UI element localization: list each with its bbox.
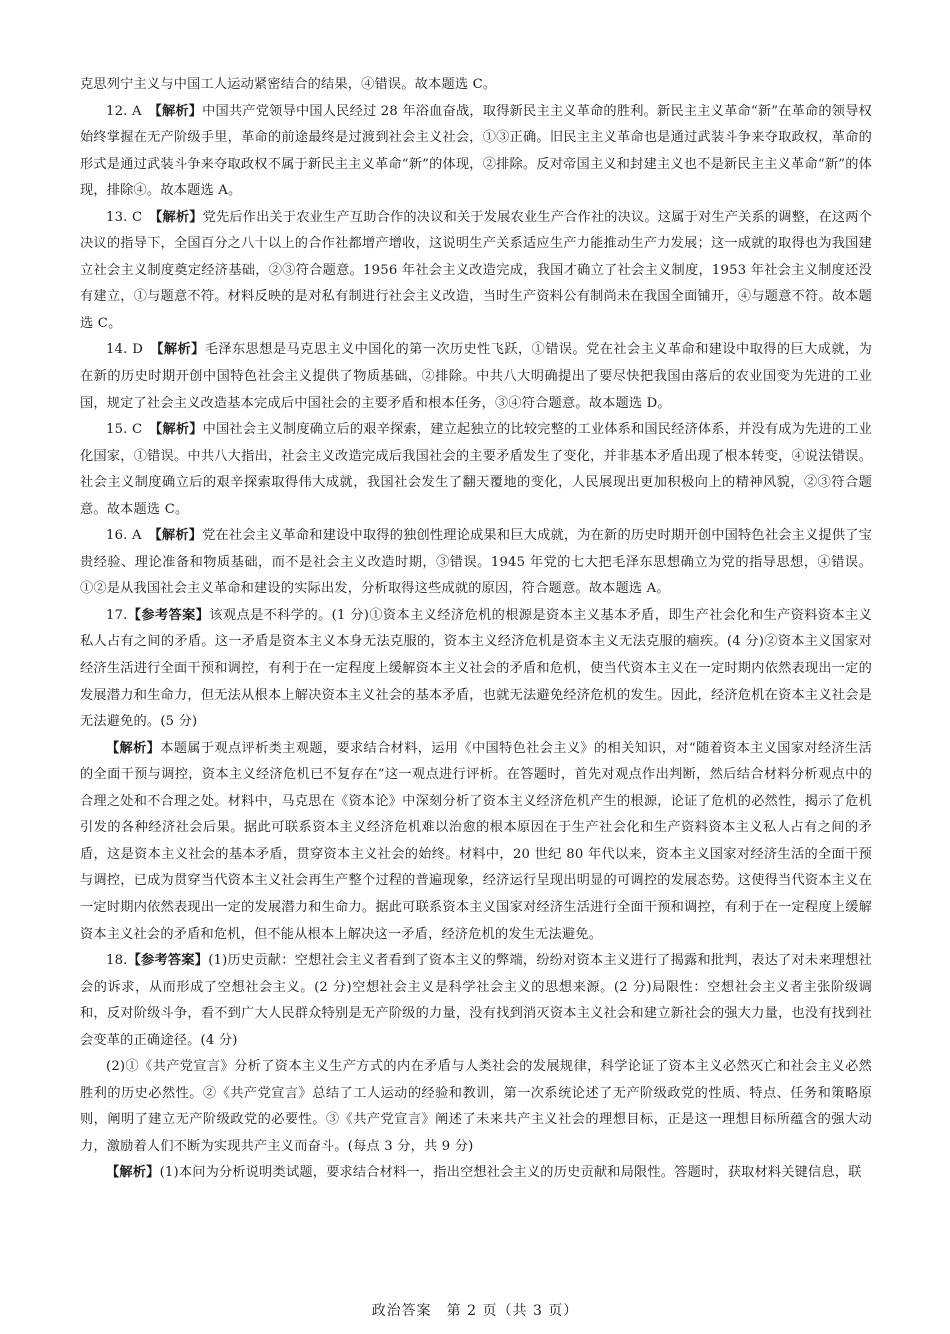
page-footer: 政治答案 第 2 页（共 3 页） (371, 1303, 579, 1319)
answer-14: 14. D 【解析】毛泽东思想是马克思主义中国化的第一次历史性飞跃，①错误。党在社会主义革命和建设中取得的巨大成就，为在新的历史时期开创中国特色社会主义提供了物质基础，②排除。中共八大明确提出了要尽快把我国由落后的农业国变为先进的工业国，规定了社会主义改造基本完成后中国社会的主要矛盾和根本任务，③④符合题意。故本题选 D。 (80, 342, 872, 411)
answer-18-reference: 18.【参考答案】(1)历史贡献：空想社会主义者看到了资本主义的弊端，纷纷对资本主义进行了揭露和批判，表达了对未来理想社会的诉求，从而形成了空想社会主义。(2 分)空想社会主义是科学社会主义的思想来源。(2 分)局限性：空想社会主义者主张阶级调和，反对阶级斗争，看不到广大人民群众特别是无产阶级的力量，没有找到消灭资本主义社会和建立新社会的强大力量，也没有找到社会变革的正确途径。(4 分) (80, 953, 872, 1048)
answer-15: 15. C 【解析】中国社会主义制度确立后的艰辛探索，建立起独立的比较完整的工业体系和国民经济体系，并没有成为先进的工业化国家，①错误。中共八大指出，社会主义改造完成后我国社会的主要矛盾发生了变化，并非基本矛盾出现了根本转变，④说法错误。社会主义制度确立后的艰辛探索取得伟大成就，我国社会发生了翻天覆地的变化，人民展现出更加积极向上的精神风貌，②③符合题意。故本题选 C。 (80, 422, 872, 517)
answer-18-part2: (2)①《共产党宣言》分析了资本主义生产方式的内在矛盾与人类社会的发展规律，科学论证了资本主义必然灭亡和社会主义必然胜利的历史必然性。②《共产党宣言》总结了工人运动的经验和教训，第一次系统论述了无产阶级政党的性质、特点、任务和策略原则，阐明了建立无产阶级政党的必要性。③《共产党宣言》阐述了未来共产主义社会的理想目标，正是这一理想目标所蕴含的强大动力，激励着人们不断为实现共产主义而奋斗。(每点 3 分，共 9 分) (80, 1059, 872, 1154)
answer-17-reference: 17.【参考答案】该观点是不科学的。(1 分)①资本主义经济危机的根源是资本主义基本矛盾，即生产社会化和生产资料资本主义私人占有之间的矛盾。这一矛盾是资本主义本身无法克服的，资本主义经济危机是资本主义无法克服的痼疾。(4 分)②资本主义国家对经济生活进行全面干预和调控，有利于在一定程度上缓解资本主义社会的矛盾和危机，使当代资本主义在一定时期内依然表现出一定的发展潜力和生命力，但无法从根本上解决资本主义社会的基本矛盾，也就无法避免经济危机的发生。因此，经济危机在资本主义社会是无法避免的。(5 分) (80, 607, 873, 730)
answer-17-analysis: 【解析】本题属于观点评析类主观题，要求结合材料，运用《中国特色社会主义》的相关知识，对“随着资本主义国家对经济生活的全面干预与调控，资本主义经济危机已不复存在”这一观点进行评析。在答题时，首先对观点作出判断，然后结合材料分析观点中的合理之处和不合理之处。材料中，马克思在《资本论》中深刻分析了资本主义经济危机产生的根源，论证了危机的必然性，揭示了危机引发的各种经济社会后果。据此可联系资本主义经济危机难以治愈的根本原因在于生产社会化和生产资料资本主义私人占有之间的矛盾，这是资本主义社会的基本矛盾，贯穿资本主义社会的始终。材料中，20 世纪 80 年代以来，资本主义国家对经济生活的全面干预与调控，已成为贯穿当代资本主义社会再生产整个过程的普遍现象，经济运行呈现出明显的可调控的发展态势。这使得当代资本主义在一定时期内依然表现出一定的发展潜力和生命力。据此可联系资本主义国家对经济生活进行全面干预和调控，有利于在一定程度上缓解资本主义社会的矛盾和危机，但不能从根本上解决这一矛盾，经济危机的发生无法避免。 (80, 740, 872, 942)
document-body (80, 72, 872, 1187)
answer-18-analysis: 【解析】(1)本问为分析说明类试题，要求结合材料一，指出空想社会主义的历史贡献和局限性。答题时，获取材料关键信息，联 (106, 1165, 862, 1181)
answer-12: 12. A 【解析】中国共产党领导中国人民经过 28 年浴血奋战，取得新民主主义革命的胜利。新民主主义革命“新”在革命的领导权始终掌握在无产阶级手里，革命的前途最终是过渡到社会主义社会，①③正确。旧民主主义革命也是通过武装斗争来夺取政权，革命的形式是通过武装斗争来夺取政权不属于新民主主义革命“新”的体现，②排除。反对帝国主义和封建主义也不是新民主主义革命“新”的体现，排除④。故本题选 A。 (80, 103, 872, 199)
answer-13: 13. C 【解析】党先后作出关于农业生产互助合作的决议和关于发展农业生产合作社的决议。这属于对生产关系的调整，在这两个决议的指导下，全国百分之八十以上的合作社都增产增收，这说明生产关系适应生产力能推动生产力发展；这一成就的取得也为我国建立社会主义制度奠定经济基础，②③符合题意。1956 年社会主义改造完成，我国才确立了社会主义制度，1953 年社会主义制度还没有建立，①与题意不符。材料反映的是对私有制进行社会主义改造，当时生产资料公有制尚未在我国全面铺开，④与题意不符。故本题选 C。 (80, 209, 872, 331)
continuation-paragraph: 克思列宁主义与中国工人运动紧密结合的结果，④错误。故本题选 C。 (80, 77, 497, 92)
answer-16: 16. A 【解析】党在社会主义革命和建设中取得的独创性理论成果和巨大成就，为在新的历史时期开创中国特色社会主义提供了宝贵经验、理论准备和物质基础，而不是社会主义改造时期，③错误。1945 年党的七大把毛泽东思想确立为党的指导思想，④错误。①②是从我国社会主义革命和建设的实际出发，分析取得这些成就的原因，符合题意。故本题选 A。 (80, 528, 873, 597)
